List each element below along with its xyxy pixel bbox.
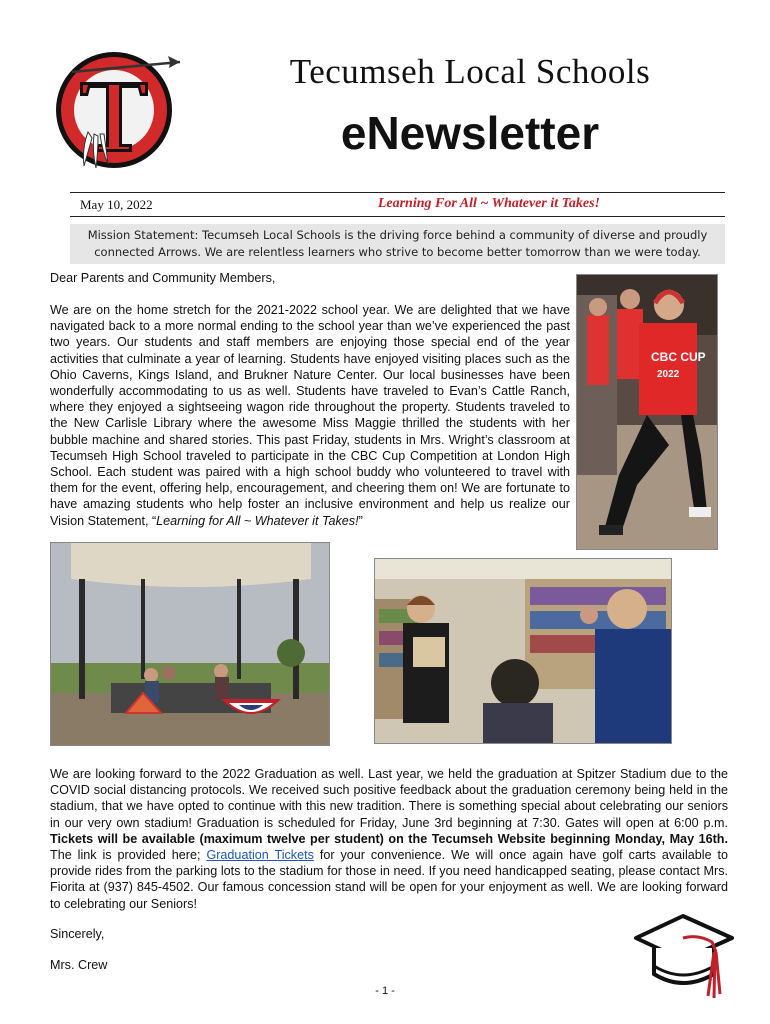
wagon-ride-photo bbox=[50, 542, 330, 746]
graduation-tickets-link[interactable]: Graduation Tickets bbox=[206, 848, 314, 863]
mission-line-1: Mission Statement: Tecumseh Local Schools is the driving force behind a community of diverse and proudly bbox=[87, 228, 708, 242]
paragraph-1 bbox=[50, 302, 570, 529]
header-divider-bottom bbox=[70, 216, 725, 217]
page-number: - 1 - bbox=[375, 985, 395, 997]
cbc-shirt-text: CBC CUP bbox=[651, 350, 706, 364]
quote-close: ” bbox=[358, 513, 363, 528]
cbc-cup-photo bbox=[576, 274, 718, 550]
cbc-shirt-year: 2022 bbox=[657, 369, 680, 380]
paragraph-2-text-a: We are looking forward to the 2022 Graduation as well. Last year, we held the graduation at Spitzer Stadium due to the COVID social distancing protocols. We received such positive feedback about the graduation ceremony being held in the stadium, that we have opted to continue with this new tradition. There is something special about celebrating our seniors in our very own stadium! Graduation is scheduled for Friday, June 3rd beginning at 7:30. Gates will open at 6:00 p.m. bbox=[50, 767, 728, 830]
paragraph-2-text-b: The link is provided here; bbox=[50, 848, 207, 863]
motto: Learning For All ~ Whatever it Takes! bbox=[377, 196, 600, 211]
school-name: Tecumseh Local Schools bbox=[289, 52, 651, 91]
signature: Mrs. Crew bbox=[50, 958, 108, 972]
library-photo bbox=[374, 558, 672, 744]
mission-statement-box bbox=[70, 224, 725, 264]
mission-line-2: connected Arrows. We are relentless learners who strive to become better tomorrow than we were today. bbox=[94, 245, 701, 259]
closing: Sincerely, bbox=[50, 927, 105, 941]
issue-date: May 10, 2022 bbox=[80, 197, 153, 212]
ticket-announcement: Tickets will be available (maximum twelve per student) on the Tecumseh Website beginning Monday, May 16th. bbox=[50, 831, 728, 846]
greeting: Dear Parents and Community Members, bbox=[50, 271, 276, 285]
paragraph-2 bbox=[50, 766, 728, 912]
tecumseh-arrow-logo bbox=[52, 40, 187, 175]
newsletter-title: eNewsletter bbox=[340, 107, 600, 159]
vision-quote: Learning for All ~ Whatever it Takes! bbox=[156, 513, 359, 528]
paragraph-2-text-c: for your convenience. We will once again have golf carts available to provide rides from the parking lots to the stadium for those in need. If you need handicapped seating, please contact Mrs. Fiorita at (937) 845-4502. Our famous concession stand will be open for your enjoyment as well. We are looking forward to celebrating our Seniors! bbox=[50, 848, 729, 911]
paragraph-1-text: We are on the home stretch for the 2021-2022 school year. We are delighted that we have navigated back to a more normal ending to the school year than we’ve experienced the past two years. Our students and staff members are enjoying those special end of the year activities that culminate a year of learning. Students have enjoyed visiting places such as the Ohio Caverns, Kings Island, and Brukner Nature Center. Our local businesses have been wonderfully accommodating to us as well. Students have traveled to Evan’s Cattle Ranch, where they enjoyed a sightseeing wagon ride throughout the property. Students traveled to the New Carlisle Library where the awesome Miss Maggie thrilled the students with her bubble machine and shared stories. This past Friday, students in Mrs. Wright’s classroom at Tecumseh High School traveled to participate in the CBC Cup Competition at London High School. Each student was paired with a high school buddy who volunteered to travel with them for the event, offering help, encouragement, and cheering them on! We are fortunate to have amazing students who help foster an inclusive environment and help us realize our Vision Statement, “ bbox=[50, 303, 570, 528]
header-divider-top bbox=[70, 192, 725, 193]
